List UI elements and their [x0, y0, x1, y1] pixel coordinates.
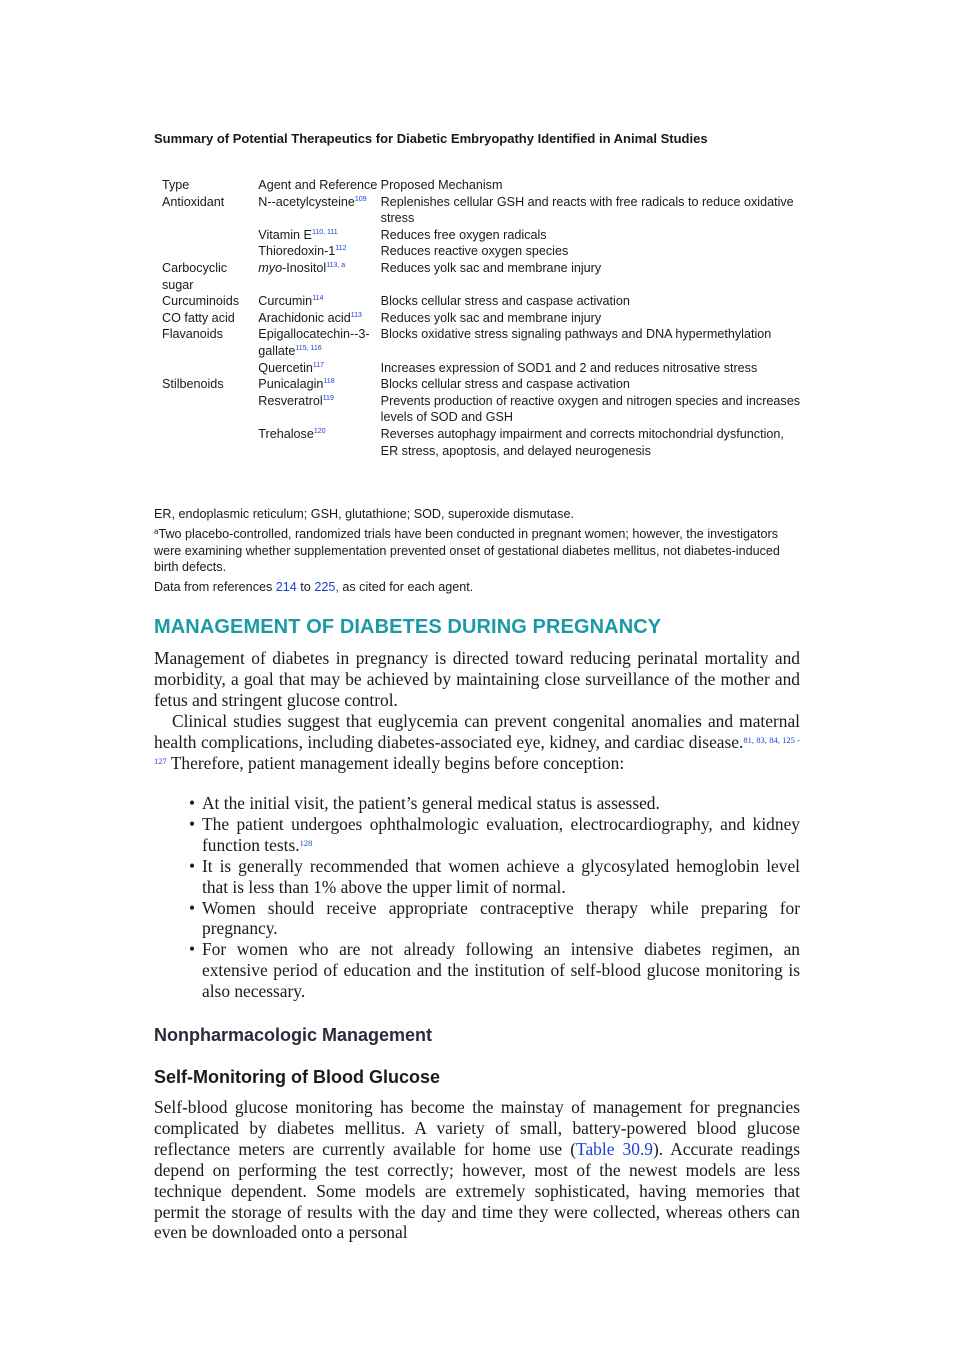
reference-link-214[interactable]: 214 — [275, 580, 297, 595]
paragraph-clinical — [154, 711, 800, 774]
agent-prefix: myo — [258, 260, 283, 275]
reference-link-225[interactable]: 225, — [314, 580, 339, 595]
therapeutics-table — [162, 177, 802, 459]
subsubsection-heading: Self-Monitoring of Blood Glucose — [154, 1067, 440, 1087]
table-row — [162, 393, 802, 426]
cell-agent — [258, 227, 380, 244]
cell-mechanism: Reduces yolk sac and membrane injury — [380, 310, 602, 325]
cell-mechanism: Blocks oxidative stress signaling pathways and DNA hypermethylation — [380, 327, 772, 342]
bullet-icon: • — [189, 793, 196, 813]
list-item-text: Women should receive appropriate contraceptive therapy while preparing for pregnancy. — [202, 897, 800, 939]
agent-reference[interactable]: 119 — [322, 394, 334, 402]
agent-reference[interactable]: 115, 116 — [295, 344, 322, 352]
agent-name: Quercetin — [258, 360, 313, 375]
list-item — [189, 897, 800, 940]
cell-type — [162, 393, 258, 426]
cell-type: Curcuminoids — [162, 294, 239, 309]
bullet-icon: • — [189, 813, 196, 834]
management-bullet-list — [189, 793, 800, 1002]
bullet-icon: • — [189, 855, 196, 876]
table-row — [162, 194, 802, 227]
agent-name: Vitamin E — [258, 227, 312, 242]
cell-agent — [258, 243, 380, 260]
cell-type — [162, 227, 258, 244]
paragraph-smbg-tail: ). Accurate readings depend on performing the test correctly; however, most of the newest models are less technique dependent. Some models are extremely sophisticated, having memories that permit the storage of results with the day and time they were collected, whereas others can even be downloaded onto a personal — [154, 1138, 800, 1243]
list-item-text: It is generally recommended that women achieve a glycosylated hemoglobin level that is less than 1% above the upper limit of normal. — [202, 855, 800, 897]
paragraph-smbg — [154, 1097, 800, 1243]
cell-agent — [258, 260, 380, 293]
table-notes — [154, 506, 800, 599]
list-item-text: The patient undergoes ophthalmologic evaluation, electrocardiography, and kidney function tests. — [202, 813, 800, 855]
agent-name: Thioredoxin-1 — [258, 244, 336, 259]
header-type: Type — [162, 178, 190, 192]
agent-name: Arachidonic acid — [258, 310, 351, 325]
agent-name: N--acetylcysteine — [258, 194, 355, 209]
agent-name: Trehalose — [258, 426, 314, 441]
cell-agent — [258, 326, 380, 359]
table-source — [154, 579, 800, 595]
agent-name: Epigallocatechin--3-gallate — [258, 327, 370, 358]
cell-agent — [258, 393, 380, 426]
cell-mechanism: Reduces yolk sac and membrane injury — [380, 260, 602, 275]
table-row — [162, 360, 802, 377]
table-row — [162, 260, 802, 293]
paragraph-smbg-text: Self-blood glucose monitoring has become the mainstay of management for pregnancies complicated by diabetes mellitus. A variety of small, battery-powered blood glucose reflectance meters are currently available for home use ( — [154, 1097, 800, 1159]
subsection-heading: Nonpharmacologic Management — [154, 1025, 433, 1045]
cell-agent — [258, 426, 380, 459]
paragraph-intro: Management of diabetes in pregnancy is directed toward reducing perinatal mortality and morbidity, a goal that may be achieved by maintaining close surveillance of the mother and fetus and stringent glucose control. — [154, 648, 800, 710]
table-abbreviations: ER, endoplasmic reticulum; GSH, glutathione; SOD, superoxide dismutase. — [154, 507, 574, 521]
table-footnote — [154, 526, 800, 575]
cell-type — [162, 360, 258, 377]
table-title: Summary of Potential Therapeutics for Diabetic Embryopathy Identified in Animal Studies — [154, 131, 708, 146]
list-item — [189, 813, 800, 856]
agent-reference[interactable]: 110, 111 — [311, 228, 338, 236]
cell-mechanism: Reduces free oxygen radicals — [380, 227, 547, 242]
table-row — [162, 293, 802, 310]
source-prefix: Data from references — [154, 580, 276, 595]
header-mechanism: Proposed Mechanism — [380, 178, 503, 192]
footnote-mark: a — [154, 527, 159, 537]
cell-mechanism: Reverses autophagy impairment and corrects mitochondrial dysfunction, ER stress, apoptosis, and delayed neurogenesis — [380, 426, 784, 458]
list-item-reference[interactable]: 128 — [299, 837, 313, 848]
source-mid: to — [296, 580, 315, 595]
table-30-9-link[interactable]: Table 30.9 — [576, 1138, 653, 1159]
cell-type — [162, 243, 258, 260]
cell-agent — [258, 194, 380, 227]
table-row — [162, 243, 802, 260]
paragraph-clinical-tail: Therefore, patient management ideally begins before conception: — [166, 752, 625, 773]
cell-type: Stilbenoids — [162, 377, 224, 392]
cell-type: Flavanoids — [162, 327, 223, 342]
table-row — [162, 426, 802, 459]
cell-mechanism: Blocks cellular stress and caspase activation — [380, 294, 630, 309]
list-item-text: At the initial visit, the patient’s general medical status is assessed. — [202, 793, 660, 813]
agent-reference[interactable]: 113, a — [326, 261, 346, 269]
table-row — [162, 227, 802, 244]
agent-reference[interactable]: 112 — [335, 245, 347, 253]
cell-mechanism: Replenishes cellular GSH and reacts with free radicals to reduce oxidative stress — [380, 194, 794, 226]
table-row — [162, 310, 802, 327]
agent-reference[interactable]: 109 — [354, 195, 367, 203]
agent-reference[interactable]: 114 — [312, 295, 324, 303]
agent-name: -Inositol — [282, 260, 327, 275]
paragraph-clinical-refs[interactable]: 81, 83, 84, 125 - 127 — [154, 734, 800, 766]
list-item-text: For women who are not already following an intensive diabetes regimen, an extensive period of education and the institution of self-blood glucose monitoring is also necessary. — [202, 939, 800, 1002]
cell-agent — [258, 360, 380, 377]
bullet-icon: • — [189, 939, 196, 960]
table-row — [162, 326, 802, 359]
cell-agent — [258, 293, 380, 310]
cell-mechanism: Blocks cellular stress and caspase activation — [380, 377, 630, 392]
cell-type: Antioxidant — [162, 194, 225, 209]
agent-reference[interactable]: 120 — [313, 427, 326, 435]
agent-reference[interactable]: 118 — [323, 378, 335, 386]
bullet-icon: • — [189, 897, 196, 918]
paragraph-clinical-text: Clinical studies suggest that euglycemia can prevent congenital anomalies and maternal health complications, including diabetes-associated eye, kidney, and cardiac disease. — [154, 711, 800, 752]
table-header-row — [162, 177, 802, 194]
cell-type: CO fatty acid — [162, 310, 235, 325]
agent-reference[interactable]: 117 — [312, 361, 325, 369]
agent-name: Punicalagin — [258, 377, 324, 392]
list-item — [189, 793, 800, 814]
cell-agent — [258, 376, 380, 393]
agent-name: Resveratrol — [258, 393, 323, 408]
table-row — [162, 376, 802, 393]
agent-name: Curcumin — [258, 294, 313, 309]
cell-type: Carbocyclic sugar — [162, 260, 228, 292]
section-heading: MANAGEMENT OF DIABETES DURING PREGNANCY — [154, 616, 662, 638]
cell-agent — [258, 310, 380, 327]
header-agent: Agent and Reference — [258, 178, 378, 192]
list-item — [189, 855, 800, 898]
cell-mechanism: Prevents production of reactive oxygen and nitrogen species and increases levels of SOD and GSH — [380, 393, 801, 425]
list-item — [189, 939, 800, 1002]
agent-reference[interactable]: 113 — [350, 311, 362, 319]
cell-type — [162, 426, 258, 459]
cell-mechanism: Reduces reactive oxygen species — [380, 244, 569, 259]
cell-mechanism: Increases expression of SOD1 and 2 and reduces nitrosative stress — [380, 360, 758, 375]
source-suffix: as cited for each agent. — [338, 580, 474, 595]
footnote-text: Two placebo-controlled, randomized trials have been conducted in pregnant women; however, the investigators were examining whether supplementation prevented onset of gestational diabetes mellitus, not diabetes-induced birth defects. — [154, 527, 780, 574]
